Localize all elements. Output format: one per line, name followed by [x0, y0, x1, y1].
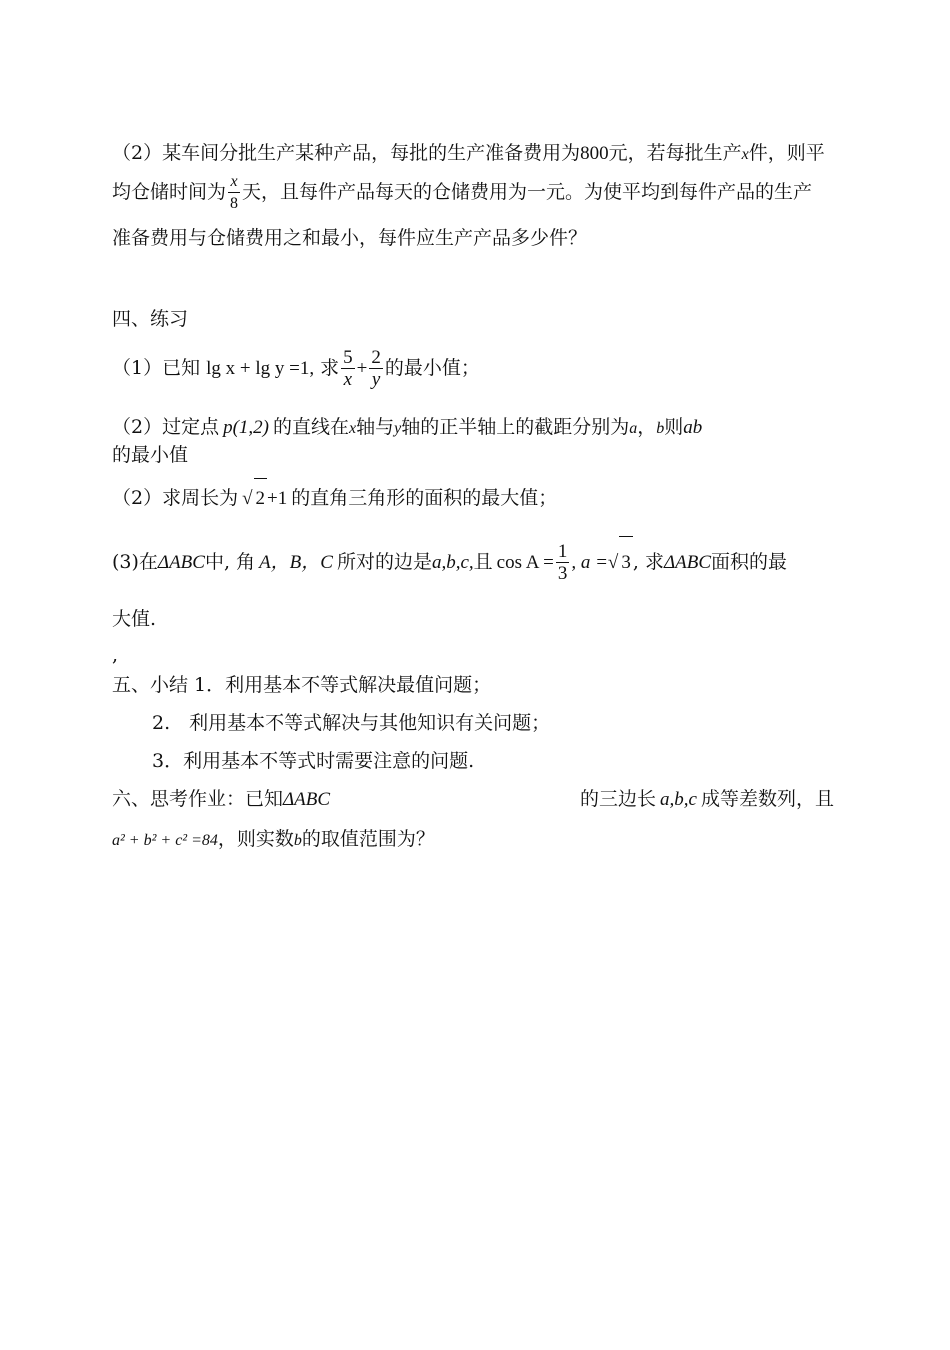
- text: ，则实数: [217, 828, 294, 850]
- point: [223, 417, 269, 438]
- numerator: 2: [371, 346, 381, 368]
- radicand: 3: [619, 536, 633, 589]
- text: 元，若每批生产: [608, 142, 742, 164]
- fraction: [228, 172, 240, 215]
- exercise-4-line-1: [112, 536, 787, 589]
- variable: x: [741, 146, 749, 163]
- radicand: 2: [254, 478, 268, 519]
- text: 轴的正半轴上的截距分别为: [401, 416, 630, 438]
- text: (3)在: [112, 551, 158, 573]
- text: （2）过定点: [112, 416, 220, 438]
- text: ，: [637, 416, 657, 438]
- summary-line-2: 2. 利用基本不等式解决与其他知识有关问题；: [152, 712, 551, 734]
- numerator: 1: [557, 540, 568, 562]
- variable: b: [293, 832, 302, 849]
- text: 六、思考作业：已知: [112, 788, 284, 810]
- text: 均仓储时间为: [112, 181, 227, 203]
- plus-one: +1: [267, 488, 288, 509]
- text: 求: [320, 357, 340, 379]
- plus-sign: +: [356, 358, 368, 379]
- a-equals: , a =: [571, 552, 608, 573]
- homework-line-2: [112, 826, 435, 854]
- denominator: y: [371, 368, 381, 390]
- exercise-1: [112, 340, 480, 397]
- homework-line-1-right: [580, 786, 834, 813]
- numerator: x: [228, 172, 240, 193]
- stray-comma: ,: [112, 644, 119, 666]
- fraction-one-third: [556, 542, 570, 585]
- text: , 求: [632, 551, 664, 573]
- text: 则: [664, 416, 684, 438]
- fraction-5-over-x: [341, 348, 355, 391]
- fraction-2-over-y: [369, 348, 383, 391]
- exercise-4-line-2: 大值.: [112, 608, 157, 630]
- text: 所对的边是: [336, 551, 432, 573]
- denominator: 8: [230, 194, 239, 212]
- text: 的取值范围为？: [301, 828, 435, 850]
- denominator: 3: [557, 562, 568, 584]
- equation: a² + b² + c² =84: [112, 832, 218, 849]
- sqrt-expression: √ 2 +1: [242, 488, 287, 509]
- section-4-heading: 四、练习: [112, 308, 189, 330]
- cos-expression: cos A =: [496, 552, 554, 573]
- variable: ab: [683, 417, 703, 438]
- text: （2）某车间分批生产某种产品，每批的生产准备费用为: [112, 142, 581, 164]
- text: 的三边长: [580, 788, 657, 810]
- angle-variables: A，B，C: [259, 552, 333, 573]
- numerator: 5: [343, 346, 353, 368]
- text: 件，则平: [748, 142, 825, 164]
- variable: x: [349, 420, 357, 437]
- variable: b: [656, 420, 665, 437]
- text: 面积的最: [711, 551, 788, 573]
- text: 轴与: [356, 416, 395, 438]
- problem-2-line-3: 准备费用与仓储费用之和最小，每件应生产产品多少件？: [112, 227, 588, 249]
- triangle-label: ΔABC: [663, 552, 711, 573]
- math-expression: lg x + lg y =1,: [206, 358, 315, 379]
- summary-line-1: 五、小结 1．利用基本不等式解决最值问题；: [112, 674, 492, 696]
- text: （2）求周长为: [112, 487, 239, 509]
- side-variables: a,b,c: [660, 789, 697, 810]
- triangle-label: ΔABC: [157, 552, 205, 573]
- text: 天，且每件产品每天的仓储费用为一元。为使平均到每件产品的生产: [242, 181, 813, 203]
- text: 中, 角: [204, 551, 256, 573]
- problem-2-line-2: [112, 168, 812, 216]
- problem-2-line-1: [112, 140, 825, 168]
- number: 800: [580, 143, 609, 164]
- variable: y: [394, 420, 402, 437]
- point-label: p(1,2): [223, 417, 269, 438]
- variable: a: [629, 420, 638, 437]
- text: 的直角三角形的面积的最大值；: [291, 487, 558, 509]
- text: 成等差数列，且: [700, 788, 834, 810]
- exercise-2-line-1: [112, 414, 702, 442]
- triangle-label: ΔABC: [283, 789, 331, 810]
- summary-line-3: 3．利用基本不等式时需要注意的问题.: [152, 750, 475, 772]
- text: 的最小值；: [384, 357, 480, 379]
- denominator: x: [343, 368, 353, 390]
- text: （1）已知: [112, 357, 201, 379]
- homework-line-1-left: [112, 786, 330, 813]
- exercise-3: [112, 478, 557, 519]
- text: 的直线在: [273, 416, 350, 438]
- side-variables: a,b,c,: [431, 552, 474, 573]
- exercise-2-line-2: 的最小值: [112, 444, 189, 466]
- text: 且: [473, 551, 493, 573]
- sqrt-3: √ 3: [608, 552, 633, 573]
